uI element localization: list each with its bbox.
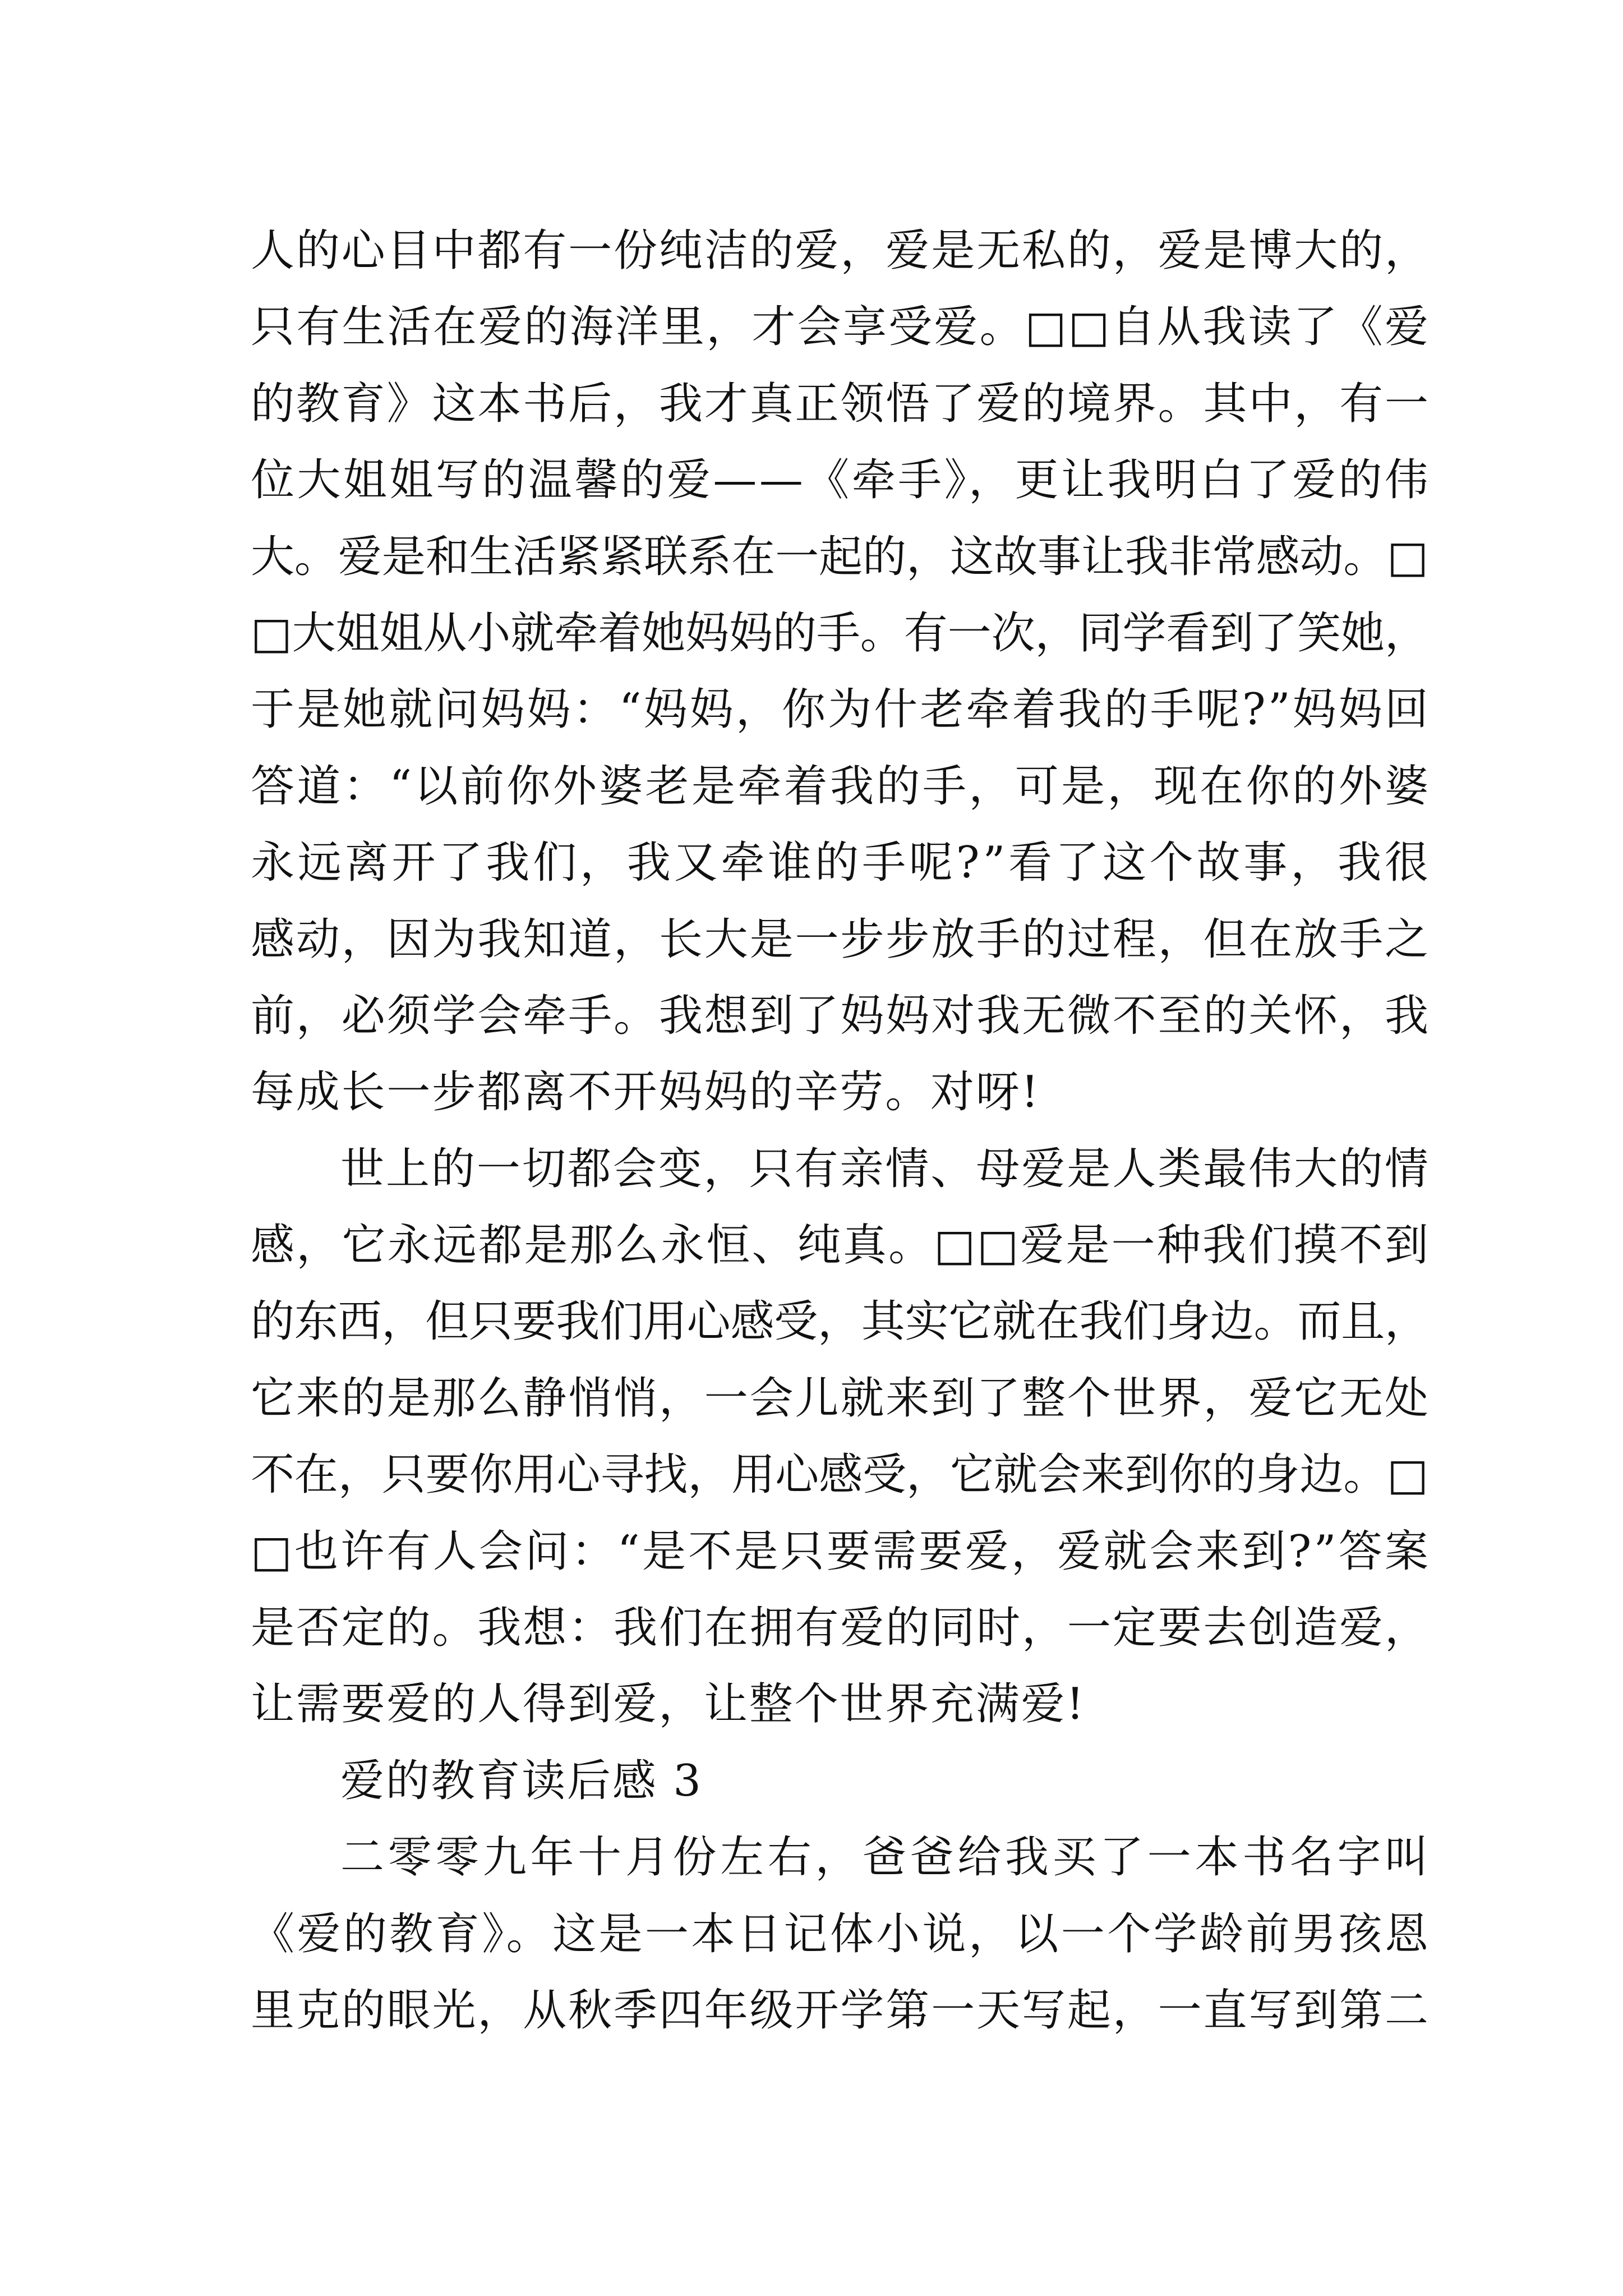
line-text: 每成长一步都离不开妈妈的辛劳。对呀!: [251, 1067, 1040, 1118]
text-line: [251, 671, 1431, 748]
text-line: [251, 1972, 1428, 2049]
text-line: [251, 519, 1428, 595]
text-line: [251, 1896, 1431, 1972]
line-text: 永远离开了我们，我又牵谁的手呢?”看了这个故事，我很: [251, 838, 1432, 889]
text-line: [251, 289, 1431, 365]
text-line: [251, 1819, 1432, 1895]
line-text: 答道：“以前你外婆老是牵着我的手，可是，现在你的外婆: [251, 761, 1431, 812]
text-line: [251, 978, 1428, 1054]
line-text: 于是她就问妈妈：“妈妈，你为什老牵着我的手呢?”妈妈回: [251, 684, 1431, 735]
text-line: [251, 442, 1431, 518]
text-line: [251, 595, 1428, 671]
line-text: 的东西，但只要我们用心感受，其实它就在我们身边。而且，: [251, 1296, 1428, 1347]
body-text: [251, 213, 1432, 2049]
line-text: 让需要爱的人得到爱，让整个世界充满爱!: [251, 1679, 1086, 1730]
text-line: [251, 1437, 1428, 1513]
line-text: 感动，因为我知道，长大是一步步放手的过程，但在放手之: [251, 914, 1430, 965]
line-text: 不在，只要你用心寻找，用心感受，它就会来到你的身边。□: [251, 1450, 1428, 1501]
line-text: 感，它永远都是那么永恒、纯真。□□爱是一种我们摸不到: [251, 1220, 1431, 1271]
text-line: [251, 213, 1428, 289]
text-line: [251, 825, 1432, 901]
line-text: 只有生活在爱的海洋里，才会享受爱。□□自从我读了《爱: [251, 302, 1431, 353]
paragraph: [251, 1131, 1431, 1743]
line-text: 二零零九年十月份左右，爸爸给我买了一本书名字叫: [340, 1832, 1432, 1883]
section-heading-text: 爱的教育读后感 3: [340, 1755, 703, 1806]
text-line: [251, 1283, 1428, 1360]
line-text: □大姐姐从小就牵着她妈妈的手。有一次，同学看到了笑她，: [251, 608, 1428, 659]
text-line: [251, 901, 1428, 978]
line-text: □也许有人会问：“是不是只要需要爱，爱就会来到?”答案: [251, 1526, 1431, 1577]
text-line: [251, 1054, 1428, 1130]
line-text: 世上的一切都会变，只有亲情、母爱是人类最伟大的情: [340, 1143, 1430, 1194]
line-text: 位大姐姐写的温馨的爱——《牵手》，更让我明白了爱的伟: [251, 455, 1431, 506]
line-text: 里克的眼光，从秋季四年级开学第一天写起，一直写到第二: [251, 1985, 1430, 2036]
paragraph: [251, 213, 1432, 1131]
text-line: [251, 1207, 1431, 1283]
line-text: 它来的是那么静悄悄，一会儿就来到了整个世界，爱它无处: [251, 1373, 1430, 1424]
line-text: 大。爱是和生活紧紧联系在一起的，这故事让我非常感动。□: [251, 531, 1428, 582]
line-text: 人的心目中都有一份纯洁的爱，爱是无私的，爱是博大的，: [251, 226, 1430, 276]
line-text: 《爱的教育》。这是一本日记体小说，以一个学龄前男孩恩: [251, 1908, 1431, 1959]
text-line: [251, 748, 1431, 825]
line-text: 前，必须学会牵手。我想到了妈妈对我无微不至的关怀，我: [251, 990, 1430, 1041]
text-line: [251, 1131, 1428, 1207]
text-line: [251, 1513, 1431, 1590]
text-line: [251, 1360, 1428, 1437]
section-heading: [251, 1743, 1428, 1819]
text-line: [251, 1666, 1428, 1742]
line-text: 的教育》这本书后，我才真正领悟了爱的境界。其中，有一: [251, 378, 1430, 429]
text-line: [251, 1590, 1428, 1666]
text-line: [251, 366, 1428, 442]
paragraph: [251, 1819, 1432, 2049]
line-text: 是否定的。我想：我们在拥有爱的同时，一定要去创造爱，: [251, 1603, 1430, 1654]
